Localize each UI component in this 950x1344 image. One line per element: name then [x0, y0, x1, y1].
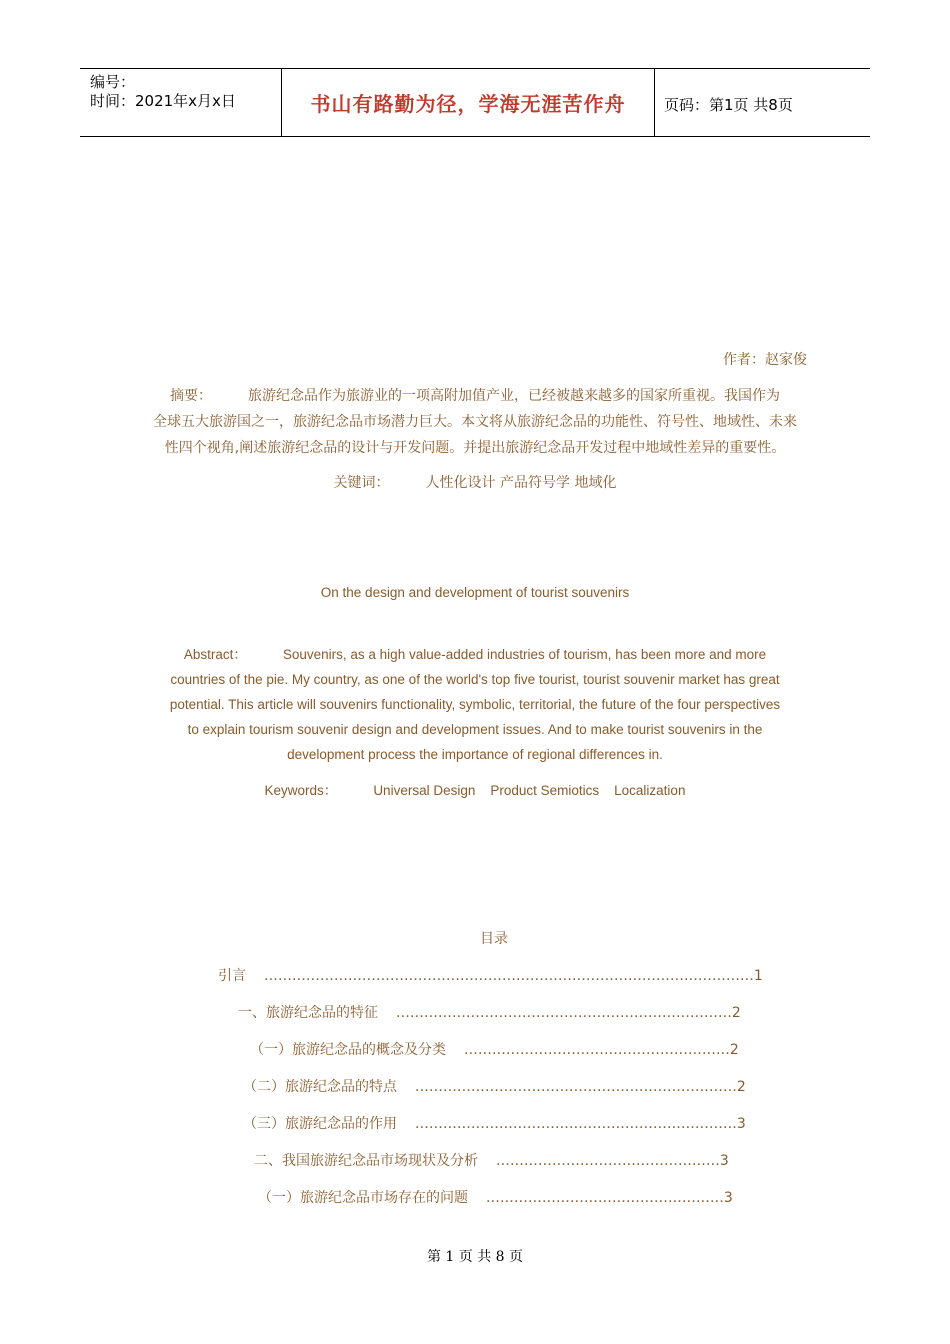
- header-page-info: 页码：第1页 共8页: [664, 96, 793, 114]
- toc-item-page: 3: [719, 1153, 729, 1169]
- toc-item-page: 2: [736, 1079, 746, 1095]
- cn-abstract-line-3: 性四个视角,阐述旅游纪念品的设计与开发问题。并提出旅游纪念品开发过程中地域性差异的重要性。: [164, 440, 786, 456]
- toc-item-0[interactable]: [218, 965, 763, 985]
- toc-item-dots: ……………………………………………………………: [414, 1079, 737, 1095]
- en-keywords-label: Keywords：: [264, 783, 338, 798]
- cn-abstract: [140, 383, 810, 461]
- toc-item-1[interactable]: [238, 1002, 741, 1022]
- en-abstract-line-1: [140, 642, 810, 667]
- toc-item-label: （三）旅游纪念品的作用: [243, 1116, 397, 1132]
- toc-item-dots: ………………………………………………………………: [395, 1005, 732, 1021]
- cn-abstract-line-1: [140, 383, 810, 409]
- toc-item-page: 2: [731, 1005, 741, 1021]
- page-footer: 第 1 页 共 8 页: [426, 1249, 524, 1265]
- en-keywords: [140, 778, 810, 803]
- toc-title: 目录: [480, 931, 508, 947]
- toc-item-page: 1: [753, 968, 763, 984]
- cn-abstract-label: 摘要：: [170, 388, 212, 404]
- cn-keywords-value: 人性化设计 产品符号学 地域化: [425, 475, 617, 491]
- toc-item-label: 一、旅游纪念品的特征: [238, 1005, 378, 1021]
- toc-item-page: 3: [736, 1116, 746, 1132]
- toc-item-label: （一）旅游纪念品市场存在的问题: [258, 1190, 468, 1206]
- cn-keywords-label: 关键词：: [333, 475, 390, 491]
- header-number-label: 编号：: [90, 73, 136, 91]
- en-abstract: [140, 642, 810, 767]
- en-keywords-value: Universal Design Product Semiotics Localization: [373, 783, 686, 798]
- header-motto: 书山有路勤为径，学海无涯苦作舟: [310, 92, 626, 116]
- toc-item-page: 2: [729, 1042, 739, 1058]
- en-title: On the design and development of tourist souvenirs: [320, 585, 630, 600]
- en-abstract-label: Abstract：: [183, 647, 247, 662]
- header-top-border: [80, 68, 870, 69]
- toc-item-label: 引言: [218, 968, 246, 984]
- en-abstract-line-4: to explain tourism souvenir design and development issues. And to make tourist souvenirs in the: [187, 722, 763, 737]
- en-abstract-line-2: countries of the pie. My country, as one of the world's top five tourist, tourist souvenir market has great: [170, 672, 780, 687]
- cn-abstract-line-2: 全球五大旅游国之一，旅游纪念品市场潜力巨大。本文将从旅游纪念品的功能性、符号性、地域性、未来: [153, 414, 797, 430]
- cn-abstract-text-1: 旅游纪念品作为旅游业的一项高附加值产业，已经被越来越多的国家所重视。我国作为: [248, 388, 780, 404]
- toc-item-3[interactable]: [243, 1076, 746, 1096]
- header-bottom-border: [80, 136, 870, 137]
- toc-item-5[interactable]: [254, 1150, 729, 1170]
- toc-item-6[interactable]: [258, 1187, 733, 1207]
- toc-item-page: 3: [723, 1190, 733, 1206]
- toc-item-4[interactable]: [243, 1113, 746, 1133]
- author-line: 作者：赵家俊: [723, 352, 807, 368]
- toc-item-dots: …………………………………………………: [463, 1042, 730, 1058]
- en-abstract-text-1: Souvenirs, as a high value-added industries of tourism, has been more and more: [282, 647, 767, 662]
- toc-item-dots: ……………………………………………………………: [414, 1116, 737, 1132]
- toc-item-dots: ……………………………………………………………………………………………: [263, 968, 754, 984]
- toc-item-2[interactable]: [250, 1039, 739, 1059]
- toc-item-dots: …………………………………………: [495, 1153, 720, 1169]
- toc-item-label: （一）旅游纪念品的概念及分类: [250, 1042, 446, 1058]
- toc-item-label: 二、我国旅游纪念品市场现状及分析: [254, 1153, 478, 1169]
- toc-item-label: （二）旅游纪念品的特点: [243, 1079, 397, 1095]
- en-abstract-line-5: development process the importance of regional differences in.: [287, 747, 663, 762]
- toc-item-dots: ……………………………………………: [485, 1190, 724, 1206]
- cn-keywords: [140, 470, 810, 496]
- header-time-label: 时间：2021年x月x日: [90, 92, 236, 110]
- header-divider-right: [654, 68, 655, 136]
- en-abstract-line-3: potential. This article will souvenirs functionality, symbolic, territorial, the future of the four perspectives: [169, 697, 781, 712]
